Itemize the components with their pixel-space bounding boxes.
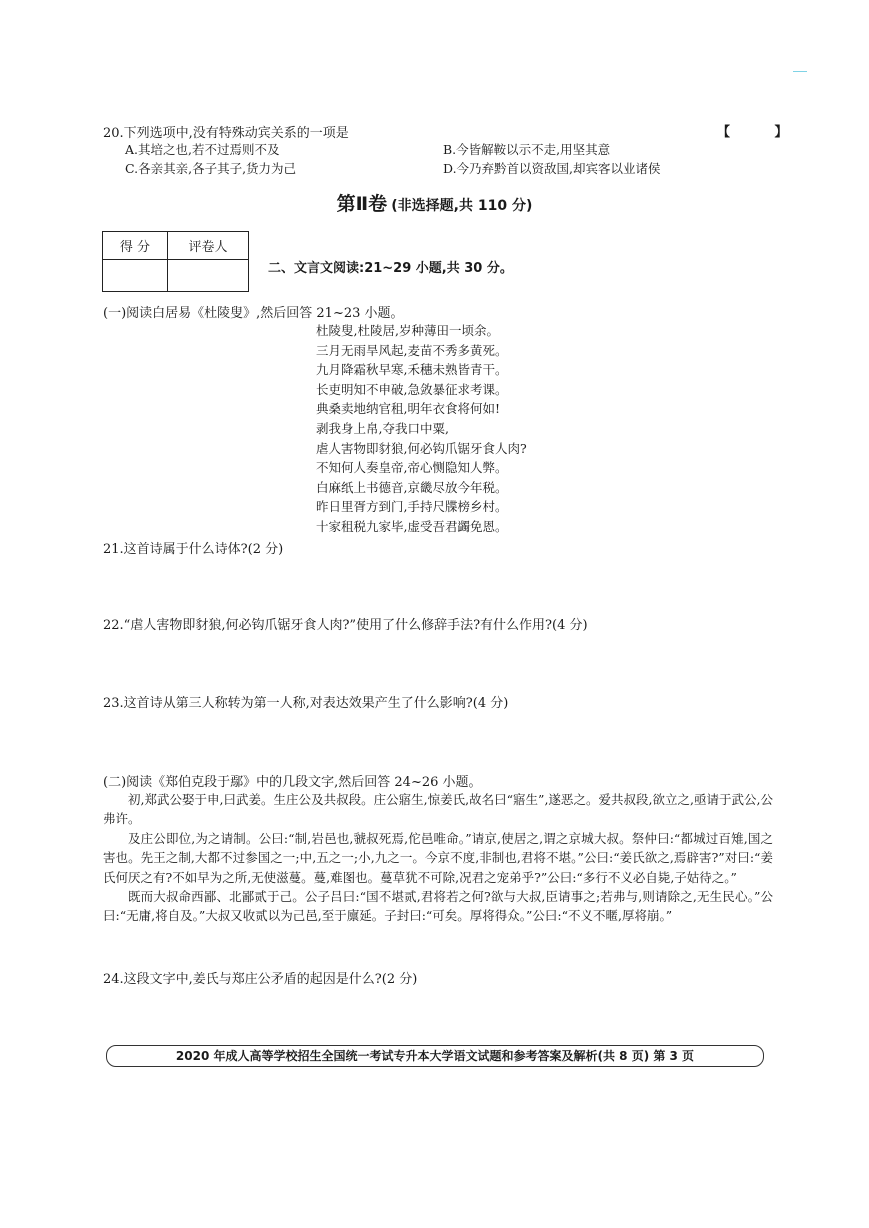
volume-title: 第Ⅱ卷 (336, 193, 388, 215)
corner-mark (793, 71, 807, 72)
answer-bracket: 【 】 (717, 125, 808, 140)
score-cell (103, 260, 168, 292)
grader-cell (168, 260, 249, 292)
passage-paragraph: 既而大叔命西鄙、北鄙贰于己。公子吕曰:“国不堪贰,君将若之何?欲与大叔,臣请事之;若弗与,则请除之,无生民心。”公曰:“无庸,将自及。”大叔又收贰以为己邑,至于廪延。子封曰:“可矣。厚将得众。”公曰:“不义不暱,厚将崩。” (103, 889, 773, 924)
score-table (102, 231, 249, 292)
page-footer: 2020 年成人高等学校招生全国统一考试专升本大学语文试题和参考答案及解析(共 8 页) 第 3 页 (106, 1045, 764, 1067)
question-24: 24.这段文字中,姜氏与郑庄公矛盾的起因是什么?(2 分) (103, 972, 418, 987)
poem-line: 三月无雨旱风起,麦苗不秀多黄死。 (316, 342, 508, 358)
grader-label: 评卷人 (168, 232, 249, 260)
question-20-stem: 20.下列选项中,没有特殊动宾关系的一项是 (103, 126, 349, 141)
question-23: 23.这首诗从第三人称转为第一人称,对表达效果产生了什么影响?(4 分) (103, 696, 509, 711)
poem-line: 剥我身上帛,夺我口中粟, (316, 420, 449, 436)
question-22: 22.“虐人害物即豺狼,何必钩爪锯牙食人肉?”使用了什么修辞手法?有什么作用?(4 分) (103, 618, 588, 633)
poem-line: 十家租税九家毕,虚受吾君蠲免恩。 (316, 518, 508, 534)
score-label: 得 分 (103, 232, 168, 260)
passage-paragraph: 及庄公即位,为之请制。公曰:“制,岩邑也,虢叔死焉,佗邑唯命。”请京,使居之,谓之京城大叔。祭仲曰:“都城过百雉,国之害也。先王之制,大都不过参国之一;中,五之一;小,九之一。今京不度,非制也,君将不堪。”公曰:“姜氏欲之,焉辟害?”对曰:“姜氏何厌之有?不如早为之所,无使滋蔓。蔓,难图也。蔓草犹不可除,况君之宠弟乎?”公曰:“多行不义必自毙,子姑待之。” (103, 830, 773, 885)
volume-subtitle: (非选择题,共 110 分) (391, 198, 533, 214)
section-2-title: 二、文言文阅读:21~29 小题,共 30 分。 (268, 261, 513, 276)
poem-line: 典桑卖地纳官租,明年衣食将何如! (316, 401, 500, 417)
poem-line: 长吏明知不申破,急敛暴征求考课。 (316, 381, 508, 397)
poem-line: 不知何人奏皇帝,帝心恻隐知人弊。 (316, 460, 508, 476)
question-21: 21.这首诗属于什么诗体?(2 分) (103, 542, 284, 557)
poem-line: 九月降霜秋早寒,禾穗未熟皆青干。 (316, 362, 508, 378)
poem-line: 杜陵叟,杜陵居,岁种薄田一顷余。 (316, 323, 499, 338)
poem-line: 昨日里胥方到门,手持尺牒榜乡村。 (316, 499, 508, 515)
option-d: D.今乃弃黔首以资敌国,却宾客以业诸侯 (443, 161, 661, 176)
option-c: C.各亲其亲,各子其子,货力为己 (125, 161, 297, 176)
option-b: B.今皆解鞍以示不走,用坚其意 (443, 142, 611, 157)
poem-line: 虐人害物即豺狼,何必钩爪锯牙食人肉? (316, 440, 527, 456)
volume-heading (0, 189, 869, 216)
poem (316, 321, 527, 537)
part-1-intro: (一)阅读白居易《杜陵叟》,然后回答 21~23 小题。 (103, 306, 404, 321)
passage (103, 790, 773, 926)
option-a: A.其培之也,若不过焉则不及 (125, 142, 280, 157)
poem-line: 白麻纸上书德音,京畿尽放今年税。 (316, 479, 508, 495)
part-2-intro: (二)阅读《郑伯克段于鄢》中的几段文字,然后回答 24~26 小题。 (103, 775, 482, 790)
passage-paragraph: 初,郑武公娶于申,曰武姜。生庄公及共叔段。庄公寤生,惊姜氏,故名曰“寤生”,遂恶之。爱共叔段,欲立之,亟请于武公,公弗许。 (103, 792, 773, 827)
